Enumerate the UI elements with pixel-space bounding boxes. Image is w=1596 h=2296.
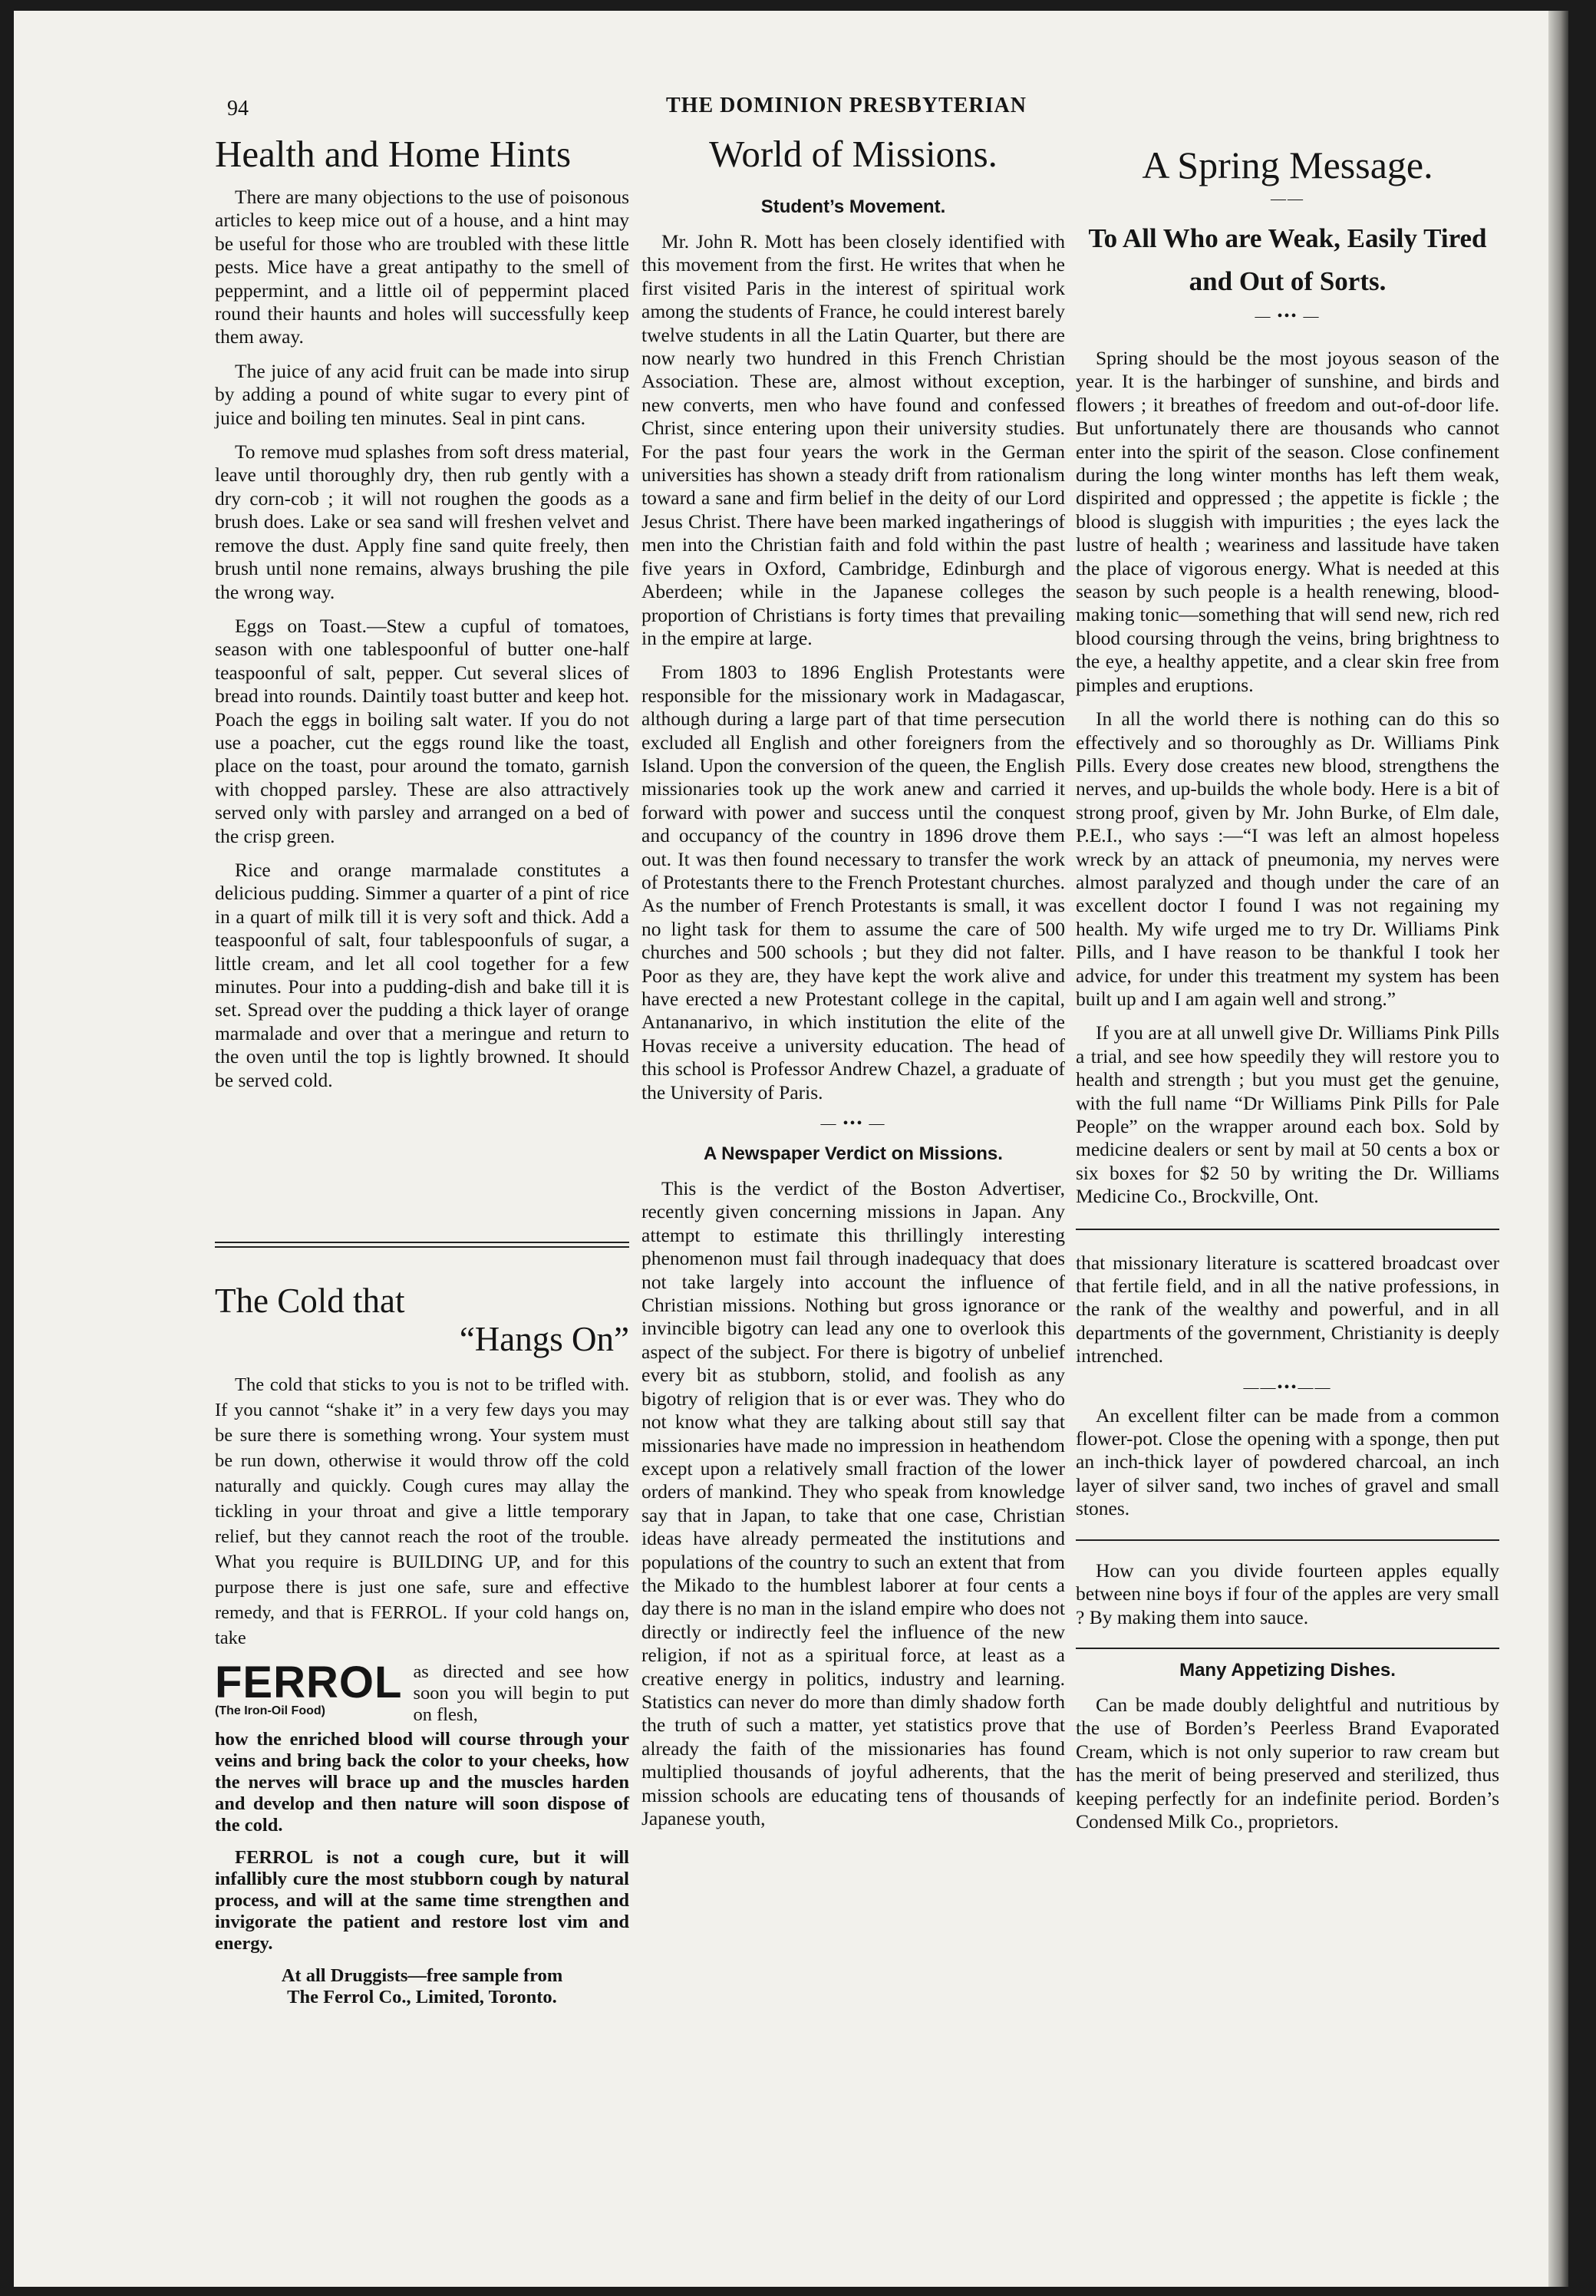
ferrol-brand-block bbox=[215, 1658, 629, 1726]
ferrol-advertisement bbox=[215, 1282, 629, 2008]
column-spring-message bbox=[1076, 144, 1499, 1844]
ad-title-line2: “Hangs On” bbox=[459, 1320, 629, 1358]
spring-para: In all the world there is nothing can do this so effectively and so thoroughly as Dr. Williams Pink Pills. Every dose creates new blood, strengthens the nerves, and up-builds the whole body. Here is a bit of strong proof, given by Mr. John Burke, of Elm dale, P.E.I., who says :—“I was left an almost hopeless wreck by an attack of pneumonia, my nerves were almost paralyzed and though under the care of an excellent doctor I found I was not regaining my health. My wife urged me to try Dr. Williams Pink Pills, and I have reason to be thankful I took her advice, for under this treatment my system has been built up and I am again well and strong.” bbox=[1076, 708, 1499, 1010]
appetizing-dishes-heading: Many Appetizing Dishes. bbox=[1179, 1659, 1396, 1681]
ornament-divider: ——•••—— bbox=[1243, 1378, 1332, 1396]
column-health-hints bbox=[215, 134, 629, 1103]
missions-para: From 1803 to 1896 English Protestants were responsible for the missionary work in Madagascar, although during a large part of that time persecution excluded all English and other foreigners from the Island. Upon the conversion of the queen, the English missionaries took up the work anew and carried it forward with power and success until the conquest and occupancy of the country in 1896 drove them out. It was then found necessary to transfer the work of Protestants there to the French Protestant churches. As the number of French Protestants is small, it was no light task for them to assume the care of 500 churches and 500 schools ; but they did not falter. Poor as they are, they have kept the work alive and have erected a new Protestant college in the capital, Antananarivo, in which institution the elite of the Hovas receive a university education. The head of this school is Professor Andrew Chazel, a graduate of the University of Paris. bbox=[641, 661, 1065, 1103]
spring-subtitle: To All Who are Weak, Easily Tired and Out of Sorts. bbox=[1088, 223, 1487, 296]
missions-para: This is the verdict of the Boston Advertiser, recently given concerning missions in Japan. Any attempt to estimate this thrillingly interesting phenomenon must fail through inadequacy that does not take largely into account the influence of Christian missions. Nothing but gross ignorance or invincible bigotry can lead any one to overlook this aspect of the subject. For there is bigotry of unbelief every bit as stubborn, stolid, and foolish as any bigotry of religion that is or ever was. They who do not know what they are talking about still say that missionaries have made no impression in heathendom except upon a relatively small fraction of the lower orders of mankind. They who speak from knowledge say that in Japan, to take that one case, Christian ideas have already permeated the institutions and populations of the country to such an extent that from the Mikado to the humblest laborer at four cents a day there is no man in the island empire who does not directly or indirectly feel the influence of the new religion, if not as a spiritual force, at least as a creative energy in politics, industry and learning. Statistics can never do more than dimly shadow forth the truth of such a matter, yet statistics prove that already the faith of the missionaries has found multiplied thousands of joyful adherents, that the mission schools are educating tens of thousands of Japanese youth, bbox=[641, 1177, 1065, 1829]
newspaper-verdict-heading: A Newspaper Verdict on Missions. bbox=[704, 1143, 1003, 1165]
ad-para2: FERROL is not a cough cure, but it will infallibly cure the most stubborn cough by natural process, and will at the same time strengthen and invigorate the patient and restore lost vim and energy. bbox=[215, 1847, 629, 1954]
running-head: THE DOMINION PRESBYTERIAN bbox=[666, 94, 1027, 117]
ad-footer1: At all Druggists—free sample from bbox=[281, 1965, 563, 1986]
divider-rule bbox=[1076, 1539, 1499, 1541]
missions-para: Mr. John R. Mott has been closely identified with this movement from the first. He writes that when he first visited Paris in the interest of spiritual work among the students of France, he could interest barely twelve students in all the Latin Quarter, but there are now nearly two hundred in this French Christian Association. These are, almost without exception, new converts, men who have found and confessed Christ, since entering upon their university studies. For the past four years the work in the German universities has shown a steady drift from rationalism toward a sane and firm belief in the deity of our Lord Jesus Christ. There have been marked ingatherings of men into the Christian faith and fold within the past five years in Oxford, Cambridge, Edinburgh and Aberdeen; while in the Japanese colleges the proportion of Christians is forty times that prevailing in the empire at large. bbox=[641, 230, 1065, 649]
divider-rule bbox=[215, 1242, 629, 1248]
divider-rule bbox=[1076, 1648, 1499, 1649]
ad-title-line1: The Cold that bbox=[215, 1282, 405, 1320]
spring-para: Spring should be the most joyous season of the year. It is the harbinger of sunshine, and birds and flowers ; it breathes of freedom and out-of-door life. But unfortunately there are thousands who cannot enter into the spirit of the season. Close confinement during the long winter months has left them weak, dispirited and oppressed ; the appetite is fickle ; the blood is sluggish with impurities ; the eyes lack the lustre of health ; weariness and lassitude have taken the place of vigorous energy. What is needed at this season by such people is a health renewing, blood-making tonic—something that will send new, rich red blood coursing through the veins, bring brightness to the eye, a healthy appetite, and a clear skin free from pimples and eruptions. bbox=[1076, 347, 1499, 696]
missions-title: World of Missions. bbox=[709, 133, 998, 175]
ornament-divider: —— bbox=[1271, 190, 1304, 207]
ferrol-brand-text: as directed and see how soon you will begin to put on flesh, bbox=[413, 1661, 629, 1725]
health-para: Rice and orange marmalade constitutes a delicious pudding. Simmer a quarter of a pint of rice in a quart of milk till it is very soft and thick. Add a teaspoonful of salt, four tablespoonfuls of sugar, a little cream, and let all cool together for a few minutes. Pour into a pudding-dish and bake till it is set. Spread over the pudding a thick layer of orange marmalade and over that a meringue and return to the oven until the top is lightly browned. It should be served cold. bbox=[215, 858, 629, 1091]
ornament-divider: — ••• — bbox=[1255, 308, 1321, 325]
health-title: Health and Home Hints bbox=[215, 133, 572, 175]
missions-continuation: that missionary literature is scattered broadcast over that fertile field, and in all the native professions, in the rank of the wealthy and powerful, and in all departments of the government, Christianity is deeply intrenched. bbox=[1076, 1251, 1499, 1367]
spring-title: A Spring Message. bbox=[1142, 144, 1433, 186]
health-para: Eggs on Toast.—Stew a cupful of tomatoes, season with one tablespoonful of butter one-half teaspoonful of salt, pepper. Cut several slices of bread into rounds. Daintily toast butter and keep hot. Poach the eggs in boiling salt water. If you do not use a poacher, cut the eggs round like the toast, place on the toast, pour around the tomato, garnish with chopped parsley. These are also attractively served only with parsley and arranged on a bed of the crisp green. bbox=[215, 614, 629, 847]
page-binding-edge bbox=[1548, 11, 1568, 2287]
newspaper-page bbox=[14, 11, 1564, 2287]
page-number: 94 bbox=[227, 97, 249, 120]
ad-body: The cold that sticks to you is not to be trifled with. If you cannot “shake it” in a very few days you may be sure there is something wrong. Your system must be run down, otherwise it would throw off the cold naturally and quickly. Cough cures may allay the tickling in your throat and give a little temporary relief, but they cannot reach the root of the trouble. What you require is BUILDING UP, and for this purpose there is just one safe, sure and effective remedy, and that is FERROL. If your cold hangs on, take bbox=[215, 1374, 629, 1648]
ferrol-brand: FERROL bbox=[215, 1658, 403, 1707]
spring-para: If you are at all unwell give Dr. Williams Pink Pills a trial, and see how speedily they will restore you to health and strength ; but you must get the genuine, with the full name “Dr Williams Pink Pills for Pale People” on the wrapper around each box. Sold by medicine dealers or sent by mail at 50 cents a box or six boxes for $2 50 by writing the Dr. Williams Medicine Co., Brockville, Ont. bbox=[1076, 1021, 1499, 1208]
health-para: To remove mud splashes from soft dress material, leave until thoroughly dry, then rub gently with a dry corn-cob ; it will not roughen the goods as a brush does. Lake or sea sand will freshen velvet and remove the dust. Apply fine sand quite freely, then brush until none remains, always brushing the pile the wrong way. bbox=[215, 440, 629, 603]
health-para: The juice of any acid fruit can be made into sirup by adding a pound of white sugar to every pint of juice and boiling ten minutes. Seal in pint cans. bbox=[215, 359, 629, 429]
divider-rule bbox=[1076, 1229, 1499, 1230]
ornament-divider: — ••• — bbox=[820, 1115, 886, 1133]
filter-tip: An excellent filter can be made from a common flower-pot. Close the opening with a sponge, then put an inch-thick layer of powdered charcoal, an inch layer of silver sand, two inches of gravel and small stones. bbox=[1076, 1404, 1499, 1520]
ad-after-brand: how the enriched blood will course through your veins and bring back the color to your cheeks, how the nerves will brace up and the muscles harden and develop and then nature will soon dispose of the cold. bbox=[215, 1729, 629, 1836]
health-para: There are many objections to the use of poisonous articles to keep mice out of a house, and a hint may be useful for those who are troubled with these little pests. Mice have a great antipathy to the smell of peppermint, and a little oil of peppermint placed round their haunts and holes will successfully keep them away. bbox=[215, 186, 629, 348]
borden-ad: Can be made doubly delightful and nutritious by the use of Borden’s Peerless Brand Evaporated Cream, which is not only superior to raw cream but has the merit of being preserved and sterilized, thus keeping perfectly for an indefinite period. Borden’s Condensed Milk Co., proprietors. bbox=[1076, 1693, 1499, 1833]
ad-footer2: The Ferrol Co., Limited, Toronto. bbox=[287, 1987, 557, 2007]
apple-puzzle: How can you divide fourteen apples equally between nine boys if four of the apples are very small ? By making them into sauce. bbox=[1076, 1559, 1499, 1628]
column-missions bbox=[641, 134, 1065, 1841]
students-movement-heading: Student’s Movement. bbox=[760, 196, 946, 217]
ferrol-brand-sub: (The Iron-Oil Food) bbox=[215, 1704, 325, 1717]
